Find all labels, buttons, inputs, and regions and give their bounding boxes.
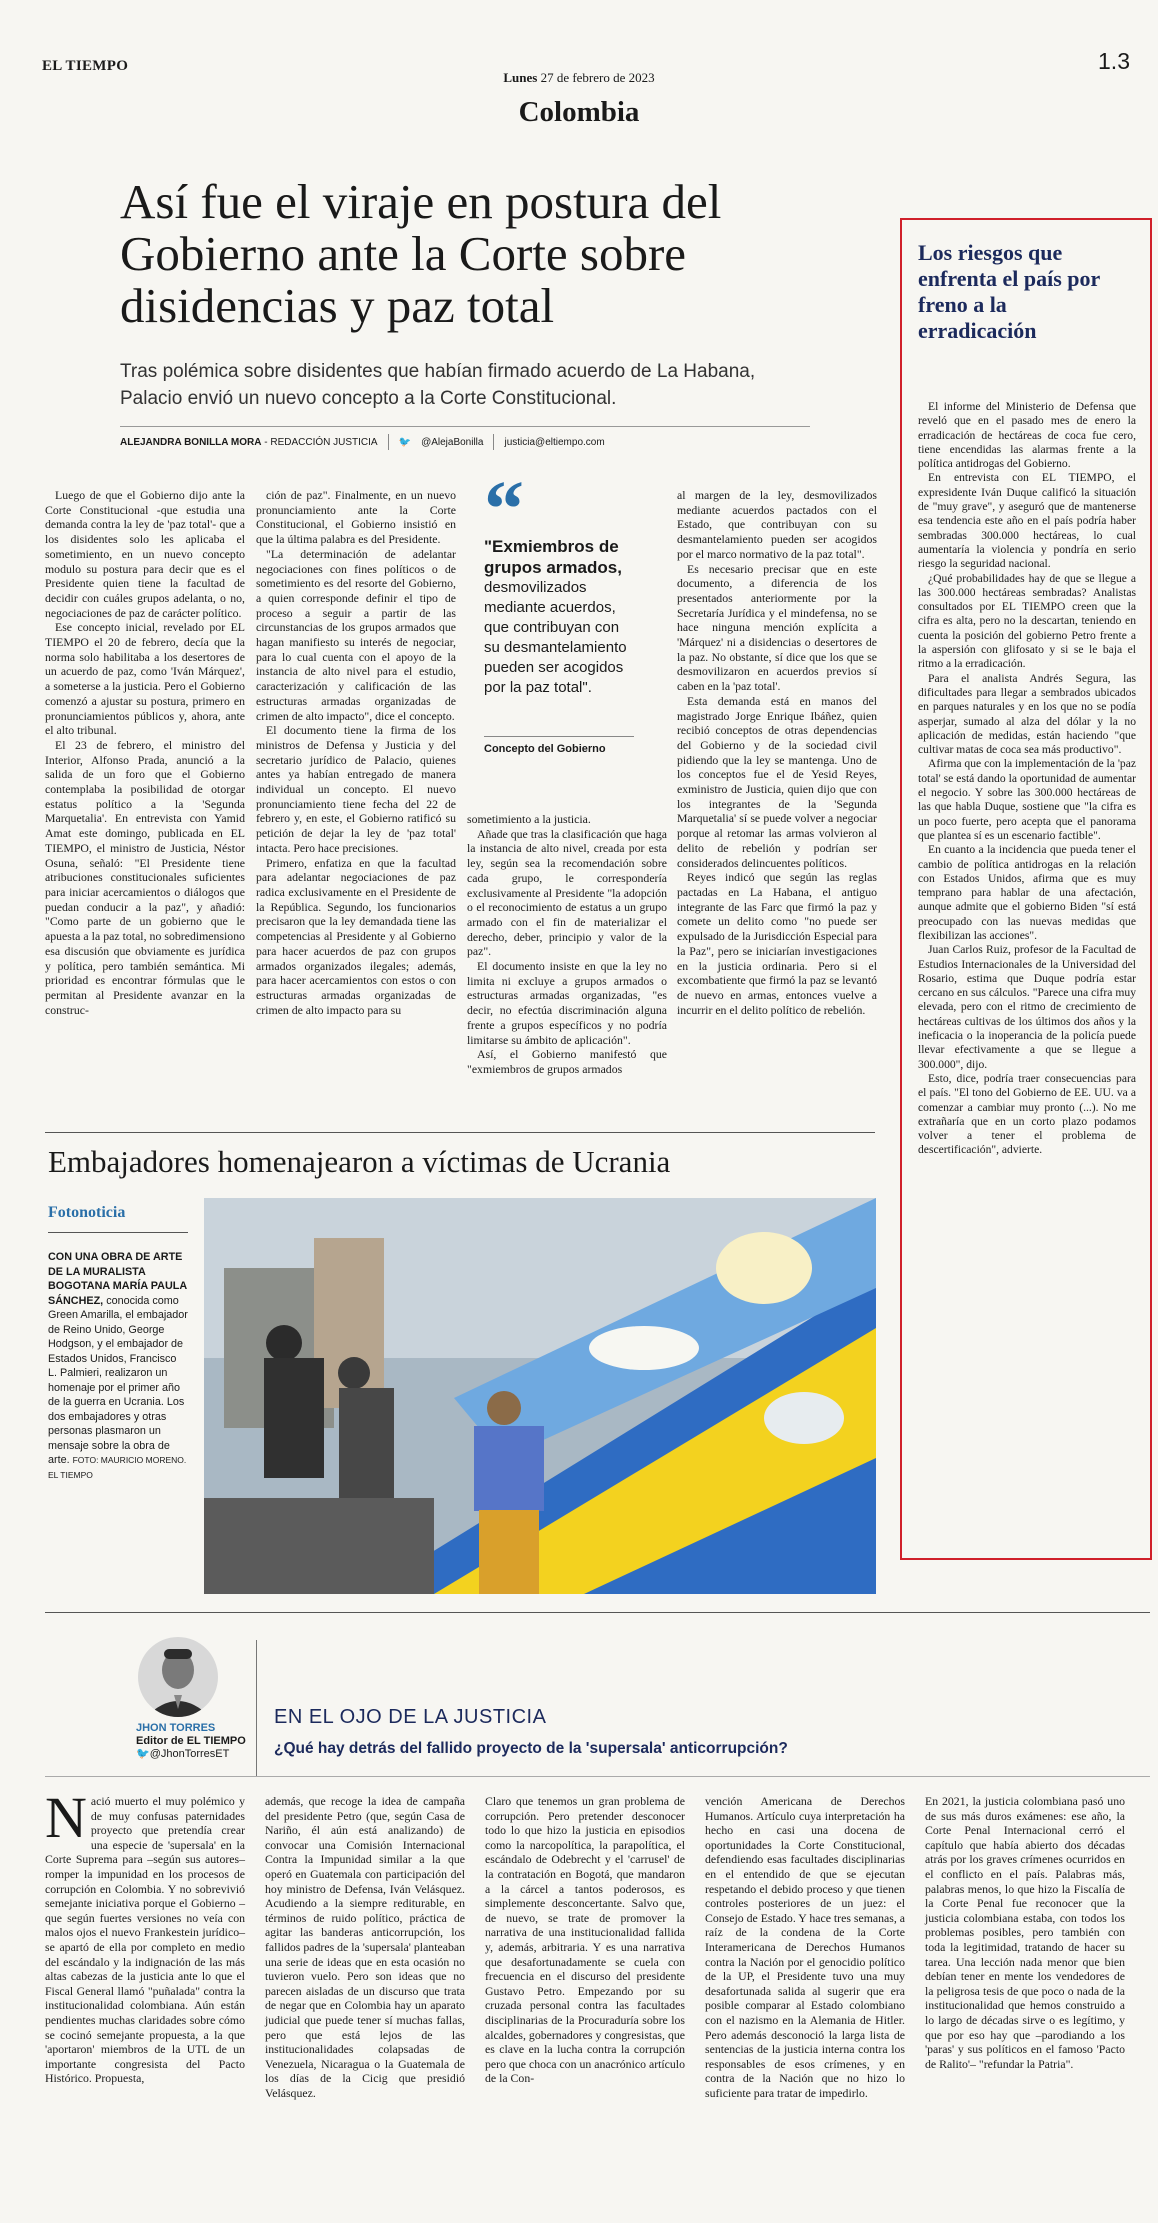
paragraph: Juan Carlos Ruiz, profesor de la Facultad de Estudios Internacionales de la Universidad del Rosario, estima que Duque podría estar cercano en sus cálculos. "Parece una cifra muy elevada, pero con el ritmo de crecimiento de hectáreas cultivas de los últimos dos años y la ineficacia o la inoperancia de la policía puede llevar efectivamente a que se llegue a 300.000", dijo.	[918, 943, 1136, 1071]
mural-photo-illustration	[204, 1198, 876, 1594]
photo-kicker: Fotonoticia	[48, 1204, 126, 1221]
paragraph: ació muerto el muy polémico y de muy confusas paternidades proyecto que pretendía crear una especie de 'supersala' en la Corte Suprema para –según sus autores– romper la impunidad en los procesos de corrupción en Colombia. Y no sobrevivió semejante iniciativa porque el Gobierno –que según fuertes versiones no veía con malos ojos el nuevo Frankestein jurídico– se apartó de ella por completo en medio del escándalo y la indignación de las más altas cabezas de la justicia ante lo que el Fiscal General llamó "puñalada" contra la institucionalidad colombiana. Aún están pendientes muchas claridades sobre cómo se cocinó semejante propuesta, a la que 'aportaron' miembros de la UTL de un importante congresista del Pacto Histórico. Propuesta,	[45, 1794, 245, 2086]
author-block	[136, 1722, 246, 1761]
masthead: EL TIEMPO	[42, 58, 129, 74]
pull-quote-lead: "Exmiembros de grupos armados,	[484, 537, 622, 577]
column-name: EN EL OJO DE LA JUSTICIA	[274, 1706, 547, 1728]
twitter-icon: 🐦	[398, 436, 412, 448]
lead-deck: Tras polémica sobre disidentes que habían firmado acuerdo de La Habana, Palacio envió un nuevo concepto a la Corte Constitucional.	[120, 361, 756, 409]
opinion-column-3	[485, 1794, 685, 2086]
paragraph: Es necesario precisar que en este documento, a diferencia de los presentados anteriormente por la Secretaría Jurídica y el mindefensa, no se hace ninguna mención explícita a 'Márquez' ni a disidencias o desertores de la paz. No obstante, sí dice que los que se desmovilizaron en acuerdos previos sí caben en la 'paz total'.	[677, 561, 877, 694]
paragraph: El 23 de febrero, el ministro del Interior, Alfonso Prada, anunció a la salida de un foro que el Gobierno contemplaba la posibilidad de otorgar estatus político a la 'Segunda Marquetalia'. En entrevista con Yamid Amat este domingo, publicada en EL TIEMPO, el ministro de Justicia, Néstor Osuna, señaló: "El Presidente tiene atribuciones constitucionales suficientes para iniciar acercamientos o diálogos que puedan conducir a la paz", y añadió: "Como parte de un gobierno que le apuesta a la paz total, no sobredimensiono esa discusión que obviamente es jurídica y política, pero también semántica. Mi prioridad es encontrar fórmulas que le permitan al Presidente avanzar en la construc-	[45, 737, 245, 1017]
byline-email[interactable]: justicia@eltiempo.com	[504, 436, 605, 448]
paragraph: Añade que tras la clasificación que haga la instancia de alto nivel, creada por esta ley, según sea la recomendación sobre cada grupo, le correspondería exclusivamente al Presidente "la adopción o el reconocimiento de estatus a un grupo armado con el fin de materializar el derecho, deber, principio y valor de la paz".	[467, 826, 667, 959]
paragraph: Para el analista Andrés Segura, las dificultades para llegar a sembrados ubicados en parques naturales y en los que no se podía asperjar, sumado al alza del dólar y la no aplicación de medidas, están haciendo "que cultivar matas de coca sea más productivo".	[918, 671, 1136, 757]
paragraph: El documento tiene la firma de los ministros de Defensa y Justicia y del secretario jurídico de Palacio, quienes antes ya habían entregado de manera individual un concepto. El nuevo pronunciamiento tiene fecha del 22 de febrero y, en este, el Gobierno ratificó su petición de dejar la ley de 'paz total' intacta. Pero hace precisiones.	[256, 723, 456, 855]
opinion-column-2	[265, 1794, 465, 2100]
page-number: 1.3	[1098, 48, 1130, 74]
paragraph: Así, el Gobierno manifestó que "exmiembros de grupos armados	[467, 1047, 667, 1076]
caption-lead: CON UNA OBRA DE ARTE DE LA MURALISTA BOGOTANA MARÍA PAULA SÁNCHEZ,	[48, 1251, 187, 1307]
author-avatar	[138, 1637, 218, 1717]
paragraph: vención Americana de Derechos Humanos. Artículo cuya interpretación ha hecho en casi una docena de oportunidades la Corte Constitucional, defendiendo esas facultades disciplinarias en el entendido de que se ejecutan respetando el debido proceso y que tienen controles posteriores de un juez: el Consejo de Estado. Y hace tres semanas, a raíz de la condena de la Corte Interamericana de Derechos Humanos contra la Nación por el genocidio político de la UP, el Presidente tuvo una muy desafortunada salida al sugerir que era posible comparar al Estado colombiano con el nazismo en la Alemania de Hitler. Pero además desconoció la larga lista de sentencias de la justicia interna contra los responsables de esos crímenes, y en contra de la Nación que no hizo lo suficiente para tratar de impedirlo.	[705, 1794, 905, 2100]
paragraph: "La determinación de adelantar negociaciones con fines políticos o de sometimiento es del resorte del Gobierno, a quien corresponde definir el tipo de proceso a seguir a partir de las circunstancias de los grupos armados que hagan manifiesto su interés de negociar, para lo cual cuenta con el apoyo de la instancia de alto nivel para el estudio, caracterización y calificación de las estructuras armadas organizadas de crimen de alto impacto", dice el concepto.	[256, 546, 456, 723]
pull-quote-source: Concepto del Gobierno	[484, 736, 634, 755]
paragraph: Luego de que el Gobierno dijo ante la Corte Constitucional -que estudia una demanda contra la ley de 'paz total'- que a los disidentes solo les aplicaba el sometimiento, en un nuevo concepto modulo su postura para decir que es el Presidente quien tiene la facultad de decidir con cuáles grupos adelanta, o no, negociaciones de paz de carácter político.	[45, 488, 245, 620]
author-name: JHON TORRES	[136, 1722, 216, 1734]
column-title: ¿Qué hay detrás del fallido proyecto de la 'supersala' anticorrupción?	[274, 1740, 788, 1757]
byline-twitter[interactable]: @AlejaBonilla	[421, 436, 484, 448]
author-divider	[256, 1640, 257, 1776]
mural-photo	[204, 1198, 876, 1594]
lead-column-3	[467, 812, 667, 1077]
opinion-column-4	[705, 1794, 905, 2100]
paragraph: al margen de la ley, desmovilizados mediante acuerdos pactados con el Estado, que contribuyan con su desmantelamiento pueden ser acogidos por el marco normativo de la paz total".	[677, 488, 877, 561]
paragraph: En cuanto a la incidencia que pueda tener el cambio de política antidrogas en la relación con Estados Unidos, afirma que es muy temprano para hablar de una afectación, aunque admite que el gobierno Biden "sí está preocupado con las nuevas medidas que flexibilizan las acciones".	[918, 843, 1136, 942]
author-role: Editor de EL TIEMPO	[136, 1735, 246, 1747]
byline-divider	[388, 434, 389, 450]
author-twitter[interactable]: 🐦@JhonTorresET	[136, 1748, 230, 1760]
paragraph: El informe del Ministerio de Defensa que reveló que en el pasado mes de enero la erradicación de hectáreas de coca fue cero, tiene encendidas las alarmas frente a la política antidrogas del Gobierno.	[918, 400, 1136, 471]
photo-credit: FOTO: MAURICIO MORENO. EL TIEMPO	[48, 1455, 187, 1480]
photo-story-title: Embajadores homenajearon a víctimas de Ucrania	[48, 1144, 671, 1179]
opinion-column-5	[925, 1794, 1125, 2071]
sidebar-body	[918, 400, 1136, 1158]
paragraph: En 2021, la justicia colombiana pasó uno de sus más duros exámenes: ese año, la Corte Penal Internacional cerró el capítulo que había abierto dos décadas atrás por los graves crímenes ocurridos en el conflicto en el país. Palabras más, palabras menos, lo que hizo la Fiscalía de la Corte Penal fue reconocer que la justicia colombiana estaba, con todos los problemas posibles, pero también con toda la legitimidad, tratando de hacer su tarea. Una lección nada menor que bien debían tener en mente los vendedores de la peligrosa tesis de que poco o nada de la institucionalidad que hemos construido a lo largo de décadas sirve o es legítimo, y que por eso hay que –parodiando a los 'paras' y sus políticos en el famoso 'Pacto de Ralito'– "refundar la Patria".	[925, 1794, 1125, 2071]
section-divider	[45, 1612, 1150, 1613]
pull-quote-body: desmovilizados mediante acuerdos, que contribuyan con su desmantelamiento pueden ser acogidos por la paz total".	[484, 579, 627, 696]
kicker-divider	[48, 1232, 188, 1233]
section-title: Colombia	[518, 96, 640, 128]
paragraph: Ese concepto inicial, revelado por EL TIEMPO el 20 de febrero, decía que la norma solo habilitaba a los desertores de un acuerdo de paz, como 'Iván Márquez', a someterse a la justicia. Pero el Gobierno comenzó a ajustar su postura, primero en pronunciamientos públicos y, ahora, ante el alto tribunal.	[45, 620, 245, 738]
paragraph: Esto, dice, podría traer consecuencias para el país. "El tono del Gobierno de EE. UU. va a comenzar a cambiar muy pronto (...). No me extrañaría que en un corto plazo podamos volver a tener el problema de descertificación", advierte.	[918, 1071, 1136, 1157]
byline-divider	[493, 434, 494, 450]
opinion-column-1	[45, 1785, 245, 2086]
paragraph: En entrevista con EL TIEMPO, el expresidente Iván Duque calificó la situación de "muy grave", y aseguró que de mantenerse esa tendencia este año en el país podría haber sembradas 300.000 hectáreas, lo cual aumentaría la violencia y pondría en serio riesgo la seguridad nacional.	[918, 471, 1136, 571]
paragraph: ción de paz". Finalmente, en un nuevo pronunciamiento ante la Corte Constitucional, el Gobierno insistió en que la última palabra es del Presidente.	[256, 488, 456, 547]
drop-cap: N	[45, 1785, 87, 1850]
pull-quote	[484, 536, 634, 698]
caption-body: conocida como Green Amarilla, el embajador de Reino Unido, George Hodgson, y el embajador de Estados Unidos, Francisco L. Palmieri, realizaron un homenaje por el primer año de la guerra en Ucrania. Los dos embajadores y otras personas plasmaron un mensaje sobre la obra de arte.	[48, 1294, 188, 1466]
lead-headline: Así fue el viraje en postura del Gobierno ante la Corte sobre disidencias y paz total	[120, 174, 722, 333]
paragraph: Afirma que con la implementación de la 'paz total' se está dando la oportunidad de aumentar el negocio. Y sobre las 300.000 hectáreas de las que habla Duque, sostiene que "la cifra es un poco fuerte, pero acepta que el panorama que plantea sí es un escenario factible".	[918, 757, 1136, 842]
date-rest: 27 de febrero de 2023	[540, 70, 655, 85]
lead-column-1	[45, 488, 245, 1017]
lead-column-2	[256, 488, 456, 1017]
sidebar-title: Los riesgos que enfrenta el país por freno a la erradicación	[918, 240, 1100, 343]
paragraph: además, que recoge la idea de campaña del presidente Petro (que, según Casa de Nariño, él aún está analizando) de convocar una Comisión Internacional Contra la Impunidad similar a la que operó en Guatemala con participación del hoy ministro de Defensa, Iván Velásquez. Acudiendo a la siempre rediturable, en términos de ruido político, práctica de agitar las banderas anticorrupción, los fallidos padres de la 'supersala' planteaban una serie de ideas que en esta ocasión no tuvieron vuelo. Pero son ideas que no parecen aisladas de un discurso que trata de negar que en Colombia hay un aparato judicial que puede tener sí muchas fallas, pero que está lejos de las institucionalidades colapsadas de Venezuela, Nicaragua o la Guatemala de los días de la Cicig que presidió Velásquez.	[265, 1794, 465, 2100]
paragraph: ¿Qué probabilidades hay de que se llegue a las 300.000 hectáreas sembradas? Analistas consultados por EL TIEMPO creen que la cifra es alta, pero no la descartan, teniendo en cuenta la posición del gobierno Petro frente a la aspersión con glifosato y si se le baja el ritmo a la erradicación.	[918, 571, 1136, 671]
paragraph: Claro que tenemos un gran problema de corrupción. Pero pretender desconocer todo lo que hizo la justicia en episodios como la narcopolítica, la parapolítica, el escándalo de Odebrecht y el 'carrusel' de la contratación en Bogotá, que mandaron a la cárcel a tantos poderosos, es simplemente desconcertante. Salvo que, de nuevo, se trate de promover la narrativa de una institucionalidad fallida y, además, arbitraria. Y es una narrativa que desafortunadamente se cuela con frecuencia en el discurso del presidente Gustavo Petro. Empezando por su cruzada personal contra las facultades disciplinarias de la Procuraduría sobre los alcaldes, gobernadores y congresistas, que es clave en la lucha contra la corrupción pero que choca con un anacrónico artículo de la Con-	[485, 1794, 685, 2086]
column-rule	[45, 1776, 1150, 1777]
paragraph: sometimiento a la justicia.	[467, 812, 591, 826]
twitter-icon: 🐦	[136, 1748, 150, 1760]
author-portrait	[138, 1637, 218, 1717]
section-divider	[45, 1132, 875, 1133]
date-day: Lunes	[503, 70, 538, 85]
paragraph: Primero, enfatiza en que la facultad para adelantar negociaciones de paz radica exclusivamente en el Presidente de la República. Segundo, los funcionarios precisaron que la ley demandada tiene las competencias al Presidente y al Gobierno para hacer acuerdos de paz con grupos armados organizados ilegales; además, para hacer acercamientos con estos o con estructuras armadas organizadas de crimen de alto impacto para su	[256, 855, 456, 1017]
quote-mark-icon: “	[484, 466, 524, 554]
byline	[120, 426, 810, 450]
lead-column-4	[677, 488, 877, 1017]
photo-caption	[48, 1250, 188, 1482]
byline-author: ALEJANDRA BONILLA MORA - REDACCIÓN JUSTICIA	[120, 436, 378, 448]
paragraph: Esta demanda está en manos del magistrado Jorge Enrique Ibáñez, quien recibió conceptos de otras dependencias del Gobierno y de la sociedad civil pidiendo que la ley se mantenga. Uno de los conceptos fue el de Yesid Reyes, exministro de Justicia, quien dijo que con los integrantes de la 'Segunda Marquetalia' sí se puede volver a negociar porque al retomar las armas volvieron al delito de rebelión y podrían ser considerados delincuentes políticos.	[677, 693, 877, 870]
edition-date	[0, 70, 1158, 86]
paragraph: Reyes indicó que según las reglas pactadas en La Habana, el antiguo integrante de las Farc que firmó la paz y comete un delito como "no puede ser expulsado de la Jurisdicción Especial para la Paz", pero se iniciarían investigaciones en la justicia ordinaria. Pero si el excombatiente que firmó la paz se levantó de nuevo en armas, entonces vuelve a incurrir en el delito político de rebelión.	[677, 870, 877, 1017]
paragraph: El documento insiste en que la ley no limita ni excluye a grupos armados o estructuras armadas organizadas, "es decir, no efectúa discriminación alguna frente a grupos específicos y no podría limitarse su ámbito de aplicación".	[467, 959, 667, 1047]
